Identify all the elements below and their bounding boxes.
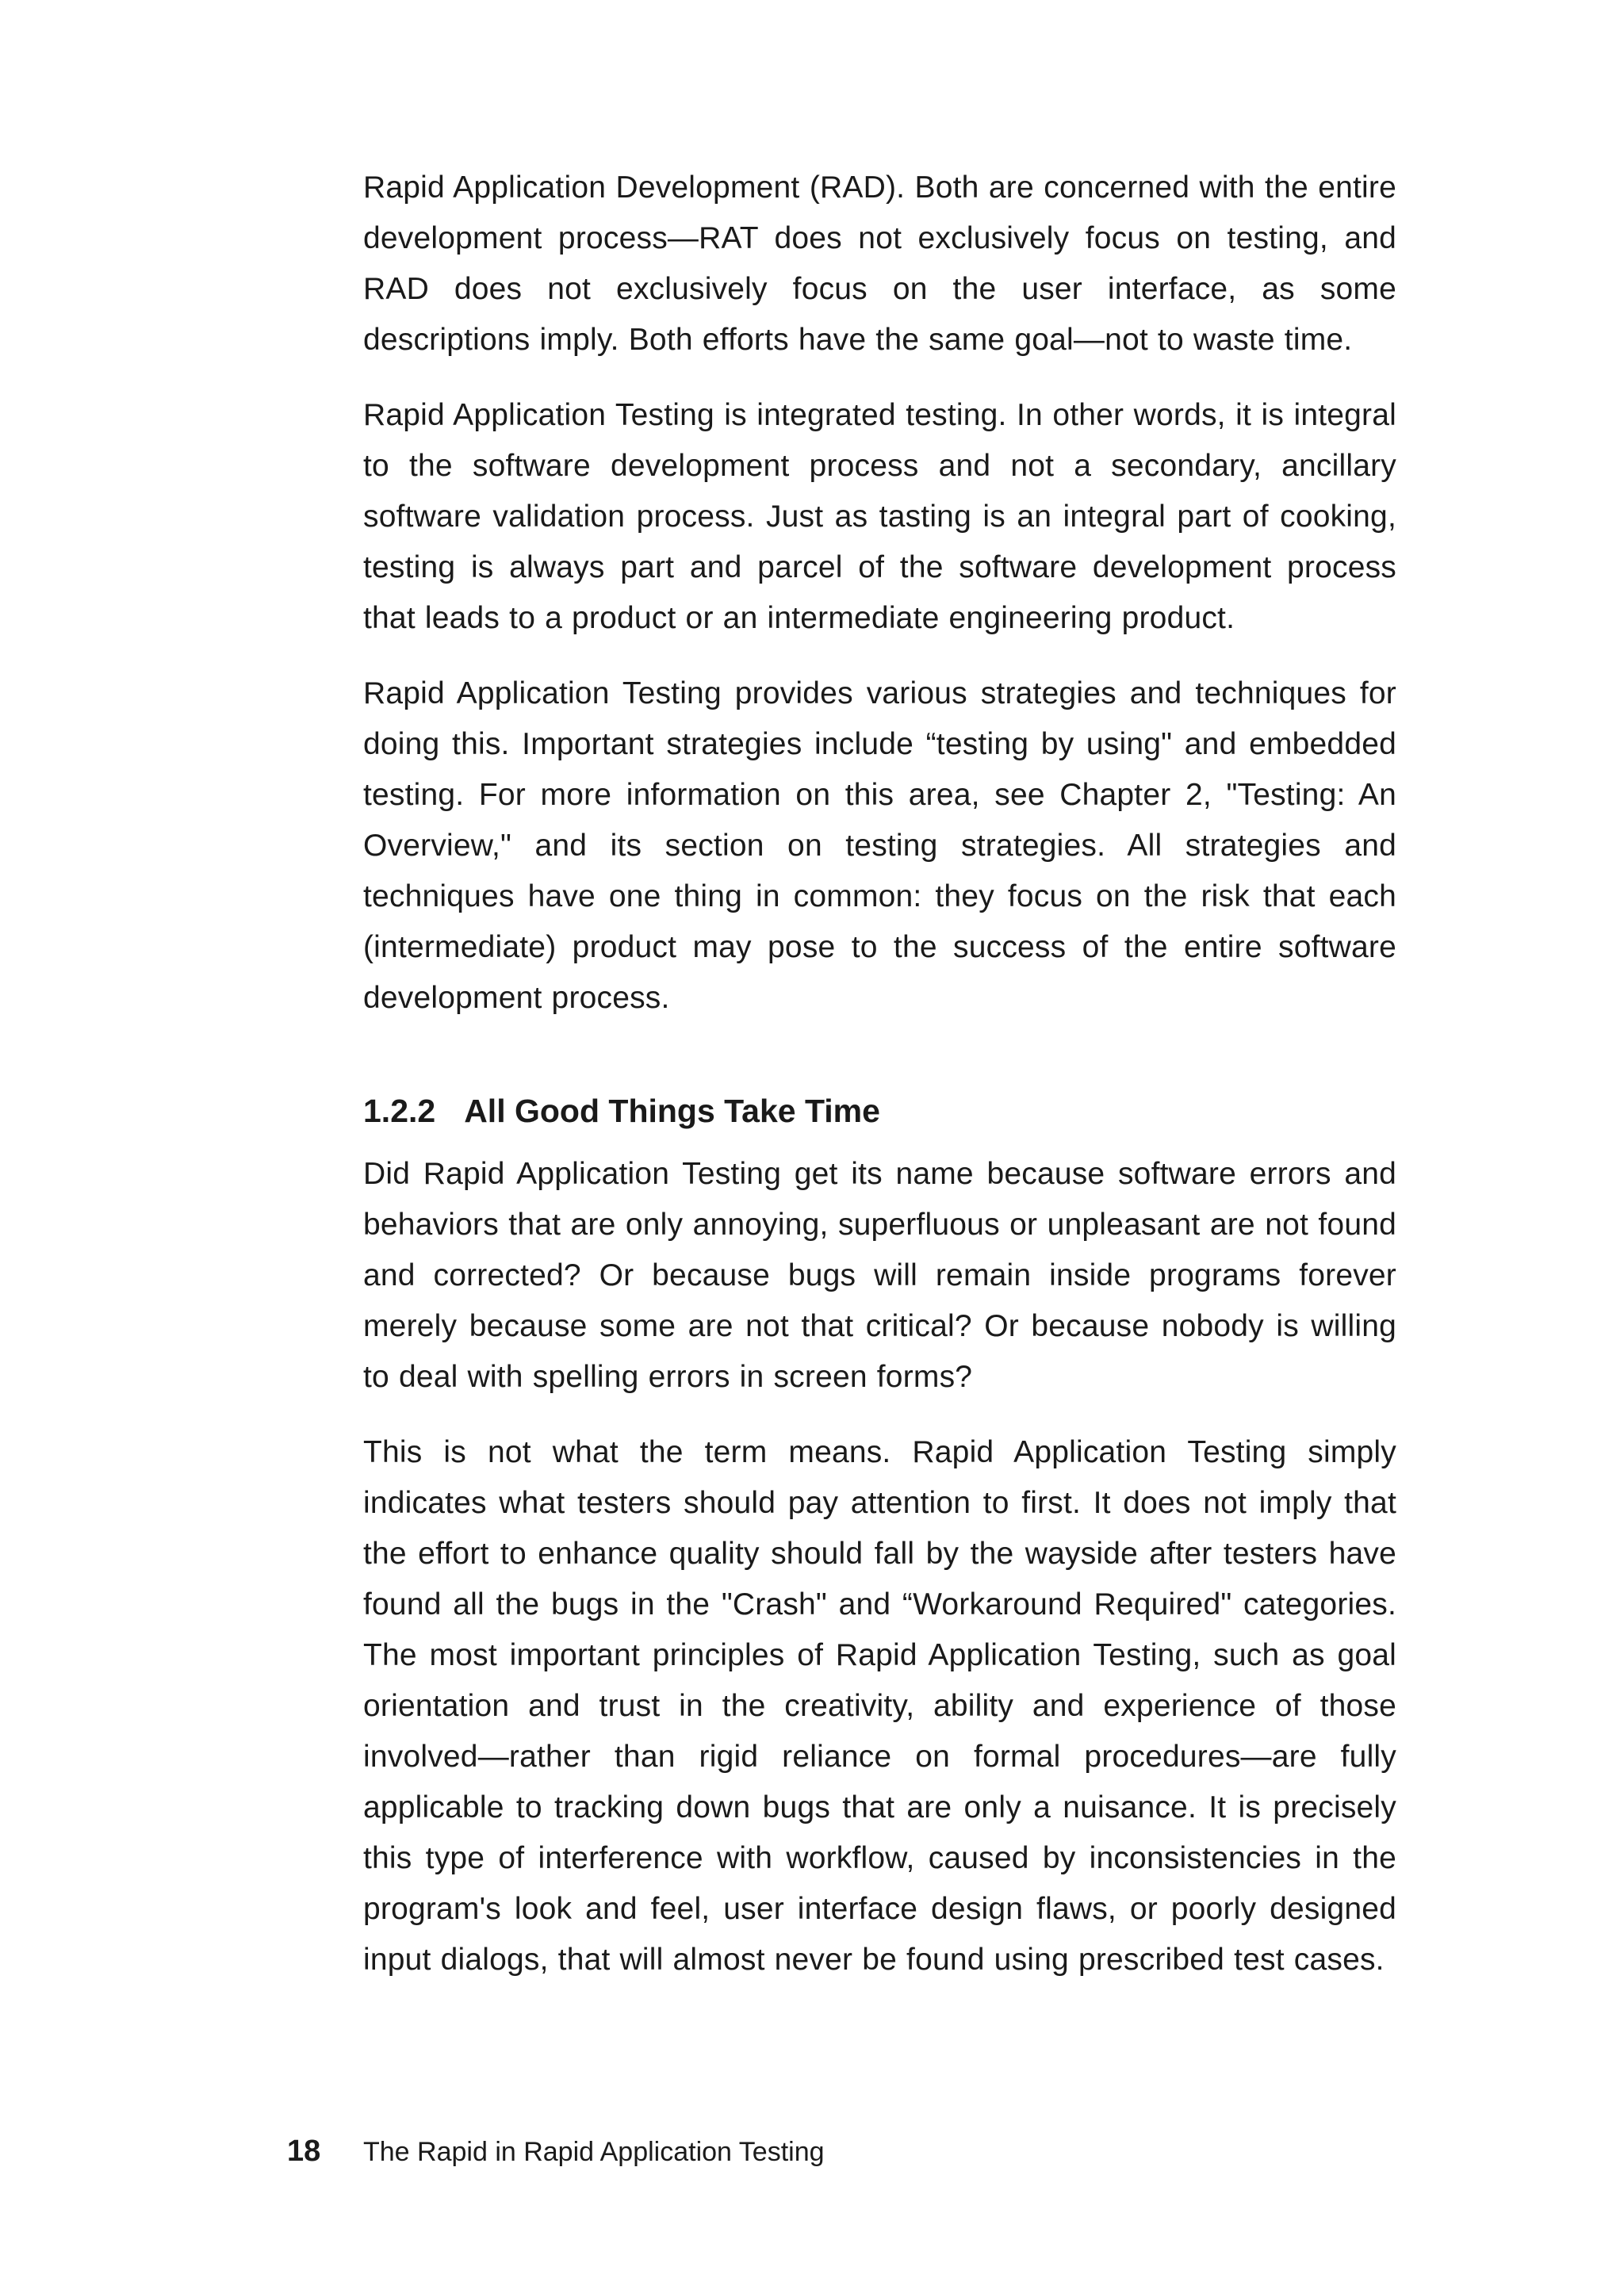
section-title: All Good Things Take Time: [464, 1093, 880, 1129]
body-paragraph: Rapid Application Testing provides various strategies and techniques for doing this. Important strategies include “testing by using" and embedded testing. For more information on this area, see Chapter 2, "Testing: An Overview," and its section on testing strategies. All strategies and techniques have one thing in common: they focus on the risk that each (intermediate) product may pose to the success of the entire software development process.: [363, 676, 1396, 1015]
body-paragraph: This is not what the term means. Rapid Application Testing simply indicates what testers should pay attention to first. It does not imply that the effort to enhance quality should fall by the wayside after testers have found all the bugs in the "Crash" and “Workaround Required" categories. The most important principles of Rapid Application Testing, such as goal orientation and trust in the creativity, ability and experience of those involved—rather than rigid reliance on formal procedures—are fully applicable to tracking down bugs that are only a nuisance. It is precisely this type of interference with workflow, caused by inconsistencies in the program's look and feel, user interface design flaws, or poorly designed input dialogs, that will almost never be found using prescribed test cases.: [363, 1435, 1396, 1977]
body-paragraph: Did Rapid Application Testing get its name because software errors and behaviors that are only annoying, superfluous or unpleasant are not found and corrected? Or because bugs will remain inside programs forever merely because some are not that critical? Or because nobody is willing to deal with spelling errors in screen forms?: [363, 1157, 1396, 1394]
body-paragraph: Rapid Application Development (RAD). Both are concerned with the entire development process—RAT does not exclusively focus on testing, and RAD does not exclusively focus on the user interface, as some descriptions imply. Both efforts have the same goal—not to waste time.: [363, 170, 1396, 357]
running-title: The Rapid in Rapid Application Testing: [363, 2137, 825, 2167]
section-number: 1.2.2: [363, 1093, 436, 1129]
page-number: 18: [287, 2135, 321, 2168]
page-footer: [287, 2135, 825, 2169]
section-heading: [363, 1087, 1396, 1135]
body-paragraph: Rapid Application Testing is integrated testing. In other words, it is integral to the software development process and not a secondary, ancillary software validation process. Just as tasting is an integral part of cooking, testing is always part and parcel of the software development process that leads to a product or an intermediate engineering product.: [363, 398, 1396, 635]
main-text-column: [363, 163, 1396, 1985]
